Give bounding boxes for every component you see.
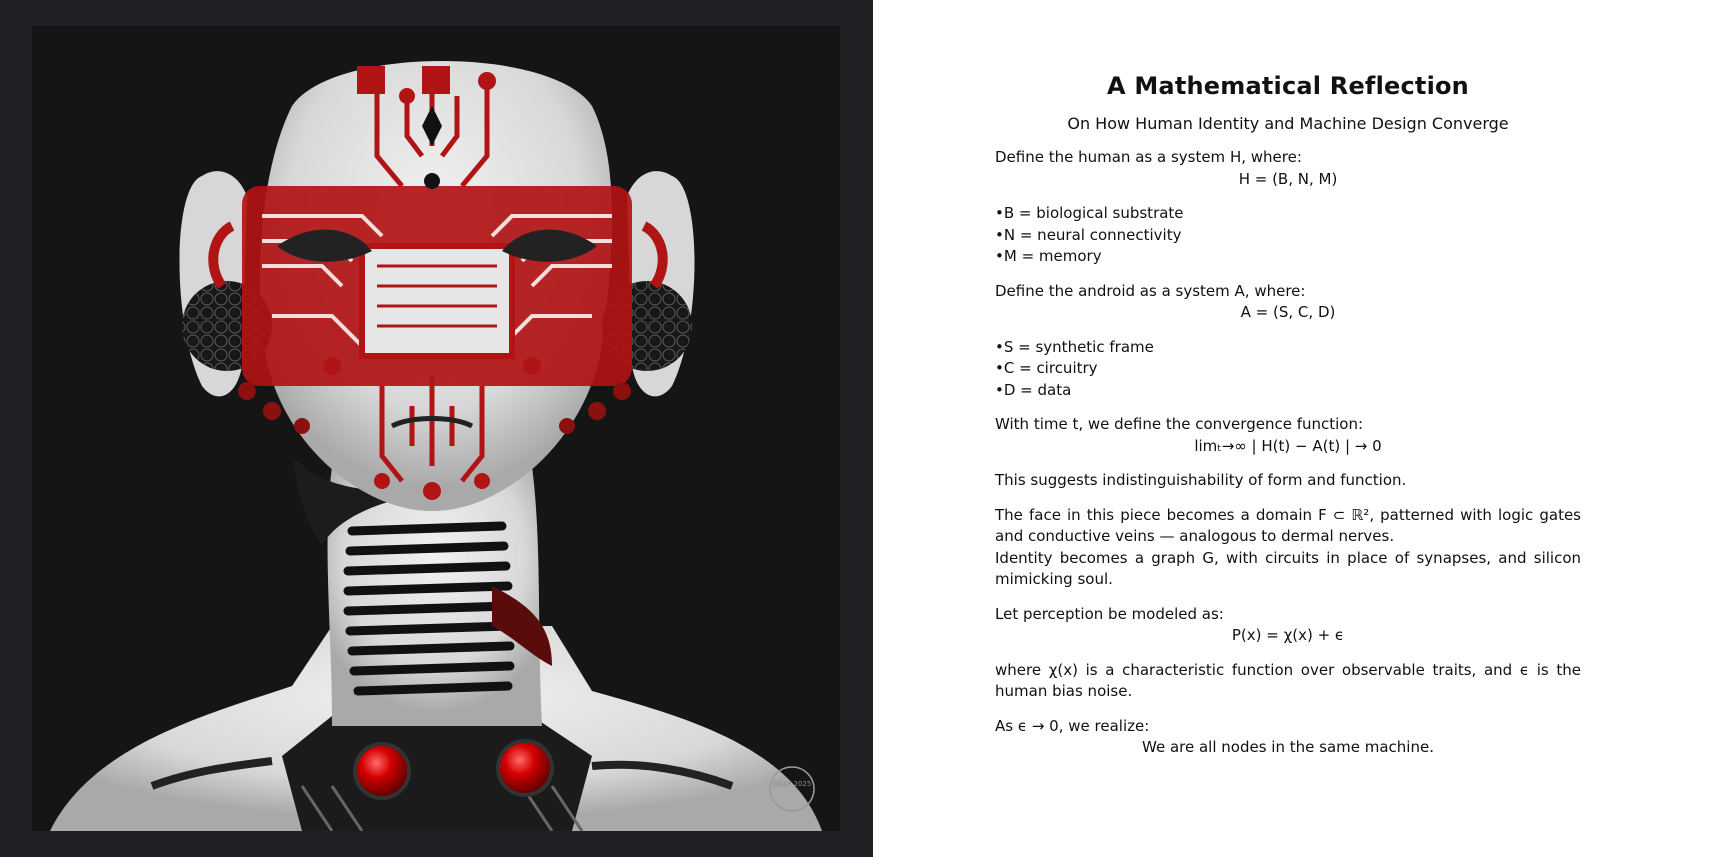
perception-intro: Let perception be modeled as: [995, 604, 1224, 623]
convergence-intro: With time t, we define the convergence function: [995, 415, 1364, 433]
android-definition: Define the android as a system A, where: [995, 281, 1306, 300]
android-components-list [995, 337, 1581, 402]
list-item: • S = synthetic frame [995, 337, 1581, 359]
limit-intro: As ϵ → 0, we realize: [995, 716, 1150, 735]
identity-graph-text: Identity becomes a graph G, with circuits in place of synapses, and silicon mimicking soul. [995, 548, 1581, 588]
list-item: • D = data [995, 380, 1581, 402]
human-equation: H = (B, N, M) [1238, 169, 1338, 188]
android-equation: A = (S, C, D) [1240, 303, 1336, 321]
list-item: • N = neural connectivity [995, 225, 1581, 247]
document-subtitle: On How Human Identity and Machine Design Converge [1067, 114, 1509, 133]
list-item: • M = memory [995, 246, 1581, 268]
human-components-list [995, 203, 1581, 268]
artwork-canvas [32, 26, 840, 831]
cyborg-portrait-image [32, 26, 840, 831]
document-panel [995, 72, 1581, 759]
characteristic-function-text: where χ(x) is a characteristic function over observable traits, and ϵ is the human bias noise. [995, 660, 1581, 700]
face-domain-text: The face in this piece becomes a domain F ⊂ ℝ², patterned with logic gates and conductive veins — analogous to dermal nerves. [995, 505, 1581, 545]
human-definition: Define the human as a system H, where: [995, 148, 1302, 166]
perception-equation: P(x) = χ(x) + ϵ [1231, 626, 1345, 644]
indistinguishability-text: This suggests indistinguishability of form and function. [995, 471, 1407, 489]
list-item: • B = biological substrate [995, 203, 1581, 225]
artist-signature: GILLY 2025 [772, 780, 812, 788]
convergence-equation: limₜ→∞ | H(t) − A(t) | → 0 [1194, 436, 1382, 455]
list-item: • C = circuitry [995, 358, 1581, 380]
conclusion-text: We are all nodes in the same machine. [1142, 738, 1434, 756]
document-title: A Mathematical Reflection [1107, 72, 1469, 100]
